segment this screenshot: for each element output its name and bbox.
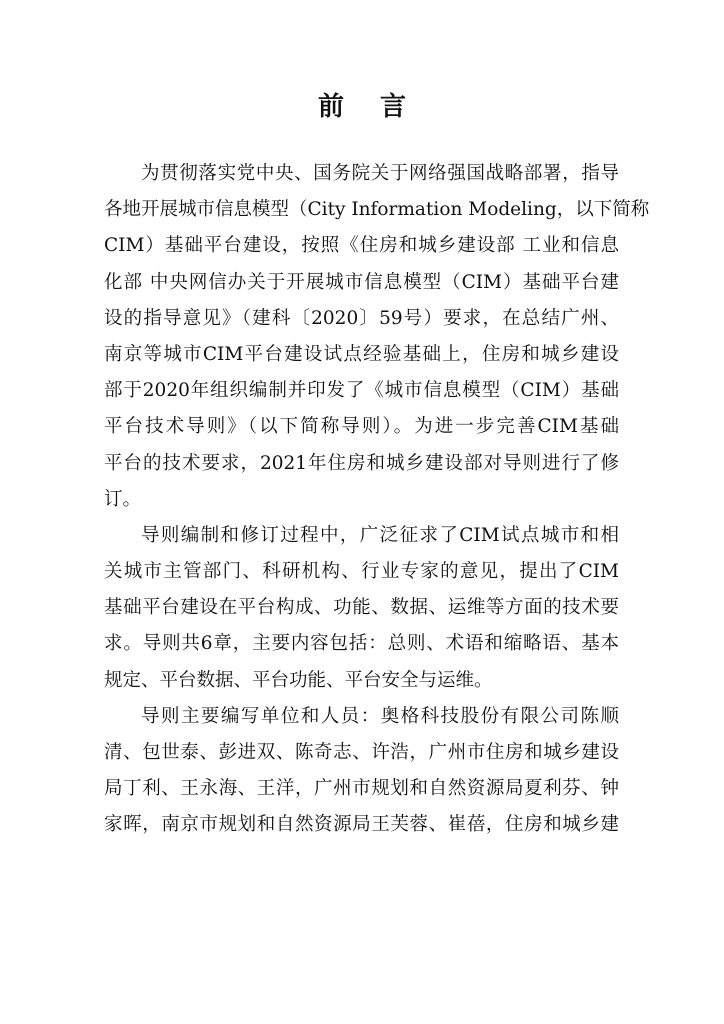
text-line: 导则主要编写单位和人员：奥格科技股份有限公司陈顺 bbox=[141, 705, 619, 727]
page-title bbox=[0, 86, 724, 123]
text-line: 求。导则共6章，主要内容包括：总则、术语和缩略语、基本 bbox=[104, 633, 619, 655]
text-line: 南京等城市CIM平台建设试点经验基础上，住房和城乡建设 bbox=[104, 343, 619, 365]
text-line: 部于2020年组织编制并印发了《城市信息模型（CIM）基础 bbox=[104, 380, 619, 402]
text-line: 关城市主管部门、科研机构、行业专家的意见，提出了CIM bbox=[104, 561, 619, 583]
text-line: 导则编制和修订过程中，广泛征求了CIM试点城市和相 bbox=[141, 524, 619, 546]
text-line: 局丁利、王永海、王洋，广州市规划和自然资源局夏利芬、钟 bbox=[104, 778, 619, 800]
title-char-1: 前 bbox=[317, 92, 344, 122]
text-line: 基础平台建设在平台构成、功能、数据、运维等方面的技术要 bbox=[104, 597, 619, 619]
text-line: 设的指导意见》（建科〔2020〕59号）要求，在总结广州、 bbox=[104, 307, 619, 329]
text-line: 清、包世泰、彭进双、陈奇志、许浩，广州市住房和城乡建设 bbox=[104, 742, 619, 763]
text-line: 各地开展城市信息模型（City Information Modeling，以下简称 bbox=[104, 199, 650, 221]
text-line: 为贯彻落实党中央、国务院关于网络强国战略部署，指导 bbox=[141, 163, 619, 184]
text-line: 平台的技术要求，2021年住房和城乡建设部对导则进行了修 bbox=[104, 452, 619, 474]
preface-body bbox=[104, 156, 650, 844]
title-char-2: 言 bbox=[380, 92, 407, 122]
text-line: 平台技术导则》（以下简称导则）。为进一步完善CIM基础 bbox=[104, 416, 619, 438]
text-line: 规定、平台数据、平台功能、平台安全与运维。 bbox=[104, 669, 493, 691]
text-line: 化部 中央网信办关于开展城市信息模型（CIM）基础平台建 bbox=[104, 271, 619, 293]
text-line: 订。 bbox=[104, 488, 142, 510]
text-line: 家晖，南京市规划和自然资源局王芙蓉、崔蓓，住房和城乡建 bbox=[104, 814, 619, 836]
text-line: CIM）基础平台建设，按照《住房和城乡建设部 工业和信息 bbox=[104, 235, 619, 257]
